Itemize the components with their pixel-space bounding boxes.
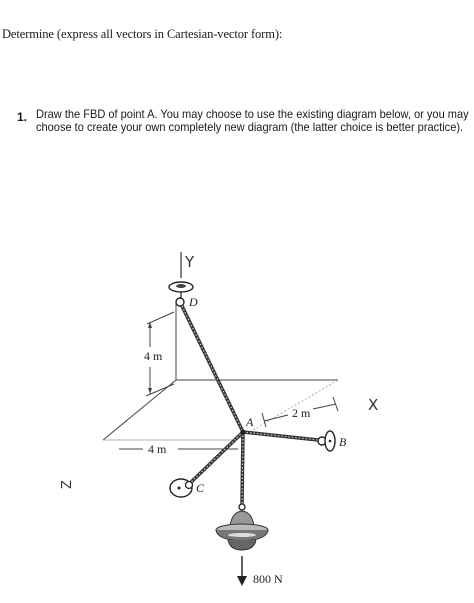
hanging-weight [216,504,268,550]
cable-ad [182,306,243,432]
load-arrow [237,556,247,586]
x-axis-label: X [368,396,379,414]
point-b-label: B [339,435,347,449]
question-number: 1. [17,110,28,124]
point-a [241,430,246,435]
point-d-label: D [189,295,198,309]
anchor-c [170,479,193,497]
question-line-2: choose to create your own completely new diagram (the latter choice is better practice). [36,120,464,134]
vertical-dim-label: 4 m [144,349,163,363]
point-c-label: C [196,481,205,495]
y-axis-label: Y [185,253,195,271]
anchor-b [318,431,335,451]
cable-load [242,432,243,504]
cable-ab [243,432,318,440]
horizontal-dim-label: 4 m [148,442,167,456]
question-line-1: Draw the FBD of point A. You may choose to use the existing diagram below, or you may [36,107,469,121]
load-label: 800 N [253,572,283,586]
point-a-label: A [246,415,254,429]
dim-2m-label: 2 m [292,406,311,420]
z-axis-label: Z [60,480,75,489]
y-axis [181,252,195,278]
instruction-header: Determine (express all vectors in Cartesian-vector form): [2,27,283,41]
